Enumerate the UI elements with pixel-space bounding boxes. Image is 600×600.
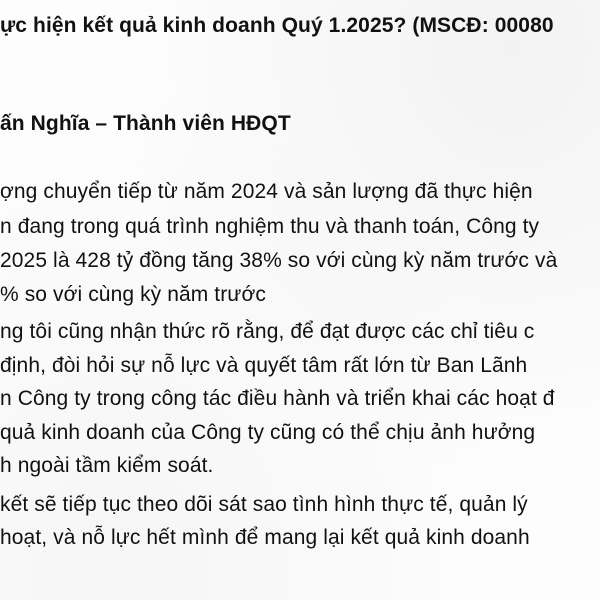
paragraph-2-line-3: n Công ty trong công tác điều hành và triển khai các hoạt đ [0, 387, 555, 410]
paragraph-2-line-2: định, đòi hỏi sự nỗ lực và quyết tâm rất lớn từ Ban Lãnh [0, 354, 528, 377]
paragraph-1-line-1: ợng chuyển tiếp từ năm 2024 và sản lượng đã thực hiện [0, 180, 533, 203]
paragraph-2-line-1: ng tôi cũng nhận thức rõ rằng, để đạt được các chỉ tiêu c [0, 320, 535, 343]
paragraph-2-line-4: quả kinh doanh của Công ty cũng có thể chịu ảnh hưởng [0, 421, 536, 444]
paragraph-1-line-3: 2025 là 428 tỷ đồng tăng 38% so với cùng kỳ năm trước và [0, 249, 558, 272]
document-title: ực hiện kết quả kinh doanh Quý 1.2025? (MSCĐ: 00080 [0, 14, 554, 37]
paragraph-1-line-4: % so với cùng kỳ năm trước [0, 283, 266, 306]
speaker-line: ấn Nghĩa – Thành viên HĐQT [0, 112, 291, 135]
paragraph-1-line-2: n đang trong quá trình nghiệm thu và thanh toán, Công ty [0, 215, 540, 238]
paragraph-2-line-5: h ngoài tầm kiểm soát. [0, 454, 214, 477]
paragraph-3-line-1: kết sẽ tiếp tục theo dõi sát sao tình hình thực tế, quản lý [0, 493, 528, 516]
paragraph-3-line-2: hoạt, và nỗ lực hết mình để mang lại kết quả kinh doanh [0, 526, 530, 549]
